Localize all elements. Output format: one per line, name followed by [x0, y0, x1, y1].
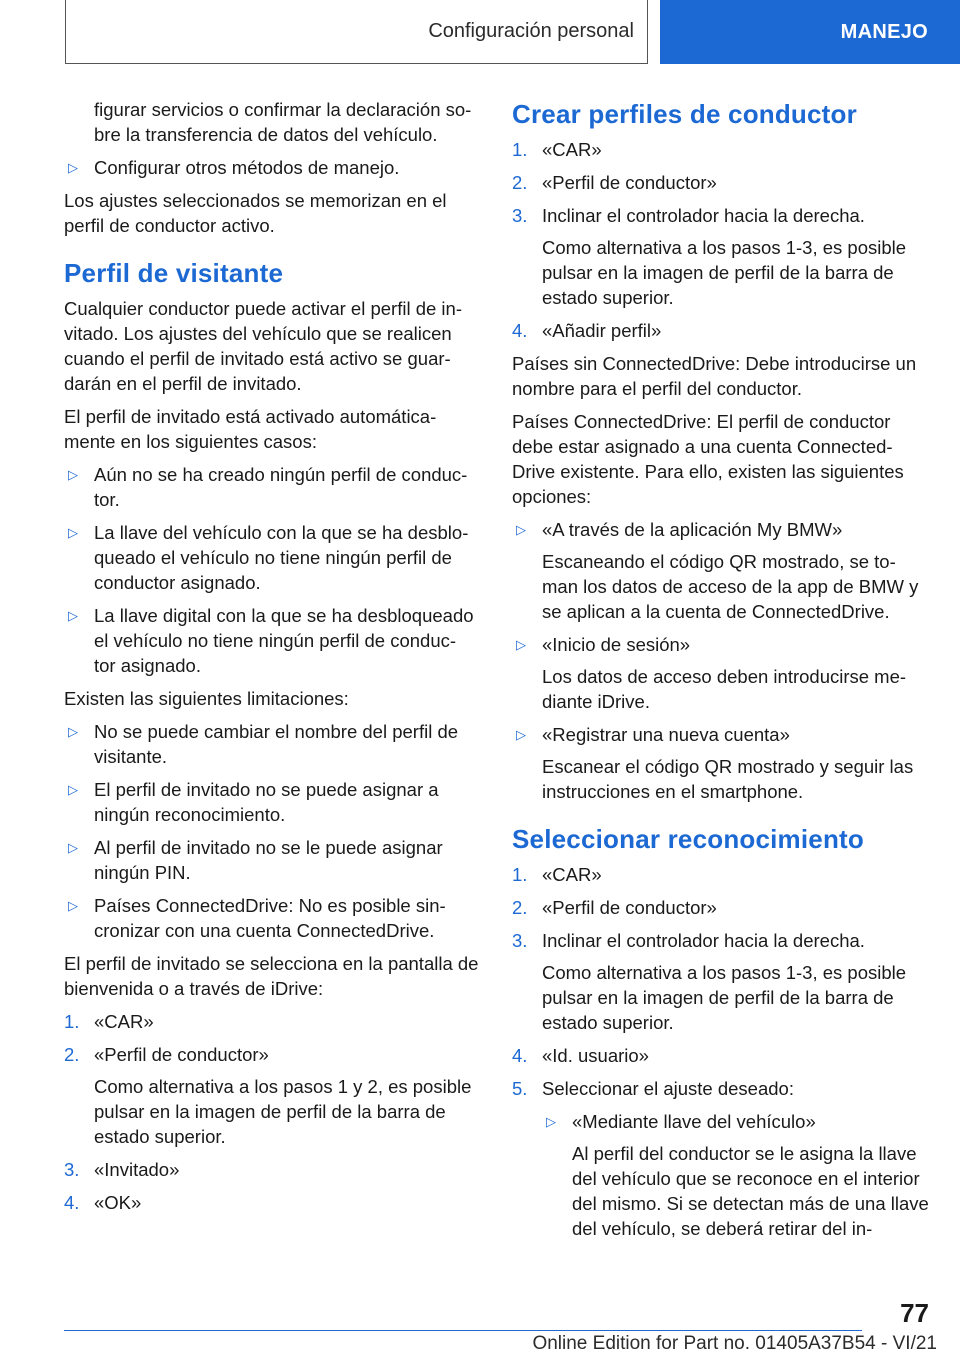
step-number: 4. — [512, 1045, 528, 1066]
paragraph: El perfil de invitado se selecciona en la pantalla de bienvenida o a través de iDrive: — [64, 953, 479, 999]
step-number: 4. — [512, 320, 528, 341]
step-note: Como alternativa a los pasos 1 y 2, es posible pulsar en la imagen de perfil de la barra de estado superior. — [94, 1076, 472, 1147]
step-number: 3. — [512, 205, 528, 226]
triangle-bullet-icon: ▷ — [68, 467, 78, 482]
triangle-bullet-icon: ▷ — [516, 727, 526, 742]
right-column — [512, 97, 932, 1257]
paragraph: Cualquier conductor puede activar el perfil de in‐ vitado. Los ajustes del vehículo que se realicen cuando el perfil de invitado está activo se guar‐ darán en el perfil de invitado. — [64, 298, 462, 394]
header-section-title — [65, 0, 648, 64]
step-item: 1. «CAR» — [64, 1011, 154, 1032]
triangle-bullet-icon: ▷ — [68, 898, 78, 913]
triangle-bullet-icon: ▷ — [68, 160, 78, 175]
triangle-bullet-icon: ▷ — [68, 525, 78, 540]
step-number: 3. — [512, 930, 528, 951]
list-item: ▷ Aún no se ha creado ningún perfil de conduc‐ tor. — [64, 462, 482, 512]
step-item — [512, 203, 932, 310]
step-item: 2. «Perfil de conductor» — [512, 172, 717, 193]
page-number: 77 — [900, 1298, 929, 1328]
step-item: 4. «Id. usuario» — [512, 1045, 649, 1066]
section-heading: Seleccionar reconocimiento — [512, 824, 864, 854]
triangle-bullet-icon: ▷ — [546, 1114, 556, 1129]
step-item: 2. «Perfil de conductor» — [512, 897, 717, 918]
step-number: 2. — [512, 172, 528, 193]
triangle-bullet-icon: ▷ — [68, 608, 78, 623]
nested-text: «Mediante llave del vehículo» — [572, 1111, 816, 1132]
option-item — [512, 722, 932, 804]
triangle-bullet-icon: ▷ — [516, 637, 526, 652]
nested-list-item — [542, 1109, 932, 1241]
list-item: ▷ Al perfil de invitado no se le puede asignar ningún PIN. — [64, 835, 482, 885]
nested-note: Al perfil del conductor se le asigna la llave del vehículo que se reconoce en el interior del mismo. Si se detectan más de una llave del vehículo, se deberá retirar del in‐ — [572, 1143, 929, 1239]
step-note: Como alternativa a los pasos 1‑3, es posible pulsar en la imagen de perfil de la barra de estado superior. — [542, 962, 907, 1033]
option-item — [512, 632, 932, 714]
section-heading: Crear perfiles de conductor — [512, 99, 857, 129]
step-item — [512, 928, 932, 1035]
option-note: Los datos de acceso deben introducirse me‐ diante iDrive. — [542, 666, 907, 712]
option-text: «Inicio de sesión» — [542, 634, 691, 655]
continued-paragraph: figurar servicios o confirmar la declaración so‐ bre la transferencia de datos del vehículo. — [94, 99, 472, 145]
left-column — [64, 97, 482, 1223]
list-item: ▷ El perfil de invitado no se puede asignar a ningún reconocimiento. — [64, 777, 482, 827]
option-item — [512, 517, 932, 624]
section-heading: Perfil de visitante — [64, 258, 284, 288]
option-note: Escaneando el código QR mostrado, se to‐ man los datos de acceso de la app de BMW y se aplican a la cuenta de ConnectedDrive. — [542, 551, 919, 622]
step-number: 4. — [64, 1192, 80, 1213]
list-item: ▷ Configurar otros métodos de manejo. — [64, 155, 482, 180]
step-item: 1. «CAR» — [512, 864, 602, 885]
step-text: «Perfil de conductor» — [94, 1044, 269, 1065]
step-item: 1. «CAR» — [512, 139, 602, 160]
step-number: 5. — [512, 1078, 528, 1099]
chapter-tab[interactable] — [660, 0, 960, 64]
step-number: 1. — [512, 139, 528, 160]
list-item: ▷ No se puede cambiar el nombre del perfil de visitante. — [64, 719, 482, 769]
step-number: 1. — [512, 864, 528, 885]
step-item — [512, 1076, 932, 1249]
paragraph: Los ajustes seleccionados se memorizan en el perfil de conductor activo. — [64, 190, 447, 236]
paragraph: Países ConnectedDrive: El perfil de conductor debe estar asignado a una cuenta Connected‐ Drive existente. Para ello, existen las siguientes opciones: — [512, 411, 904, 507]
step-note: Como alternativa a los pasos 1‑3, es posible pulsar en la imagen de perfil de la barra de estado superior. — [542, 237, 907, 308]
paragraph: El perfil de invitado está activado automática‐ mente en los siguientes casos: — [64, 406, 437, 452]
step-item: 4. «Añadir perfil» — [512, 320, 662, 341]
option-text: «Registrar una nueva cuenta» — [542, 724, 790, 745]
step-text: Inclinar el controlador hacia la derecha. — [542, 205, 865, 226]
triangle-bullet-icon: ▷ — [68, 782, 78, 797]
list-item: ▷ Países ConnectedDrive: No es posible sin‐ cronizar con una cuenta ConnectedDrive. — [64, 893, 482, 943]
edition-footer: Online Edition for Part no. 01405A37B54 - VI/21 — [532, 1333, 937, 1354]
chapter-tab-label: MANEJO — [840, 20, 928, 43]
step-text: Seleccionar el ajuste deseado: — [542, 1078, 794, 1099]
footer-divider — [64, 1330, 862, 1331]
triangle-bullet-icon: ▷ — [68, 724, 78, 739]
section-title: Configuración personal — [428, 20, 634, 42]
triangle-bullet-icon: ▷ — [68, 840, 78, 855]
paragraph: Existen las siguientes limitaciones: — [64, 688, 349, 709]
step-number: 1. — [64, 1011, 80, 1032]
option-text: «A través de la aplicación My BMW» — [542, 519, 843, 540]
step-number: 3. — [64, 1159, 80, 1180]
step-item: 4. «OK» — [64, 1192, 142, 1213]
step-text: Inclinar el controlador hacia la derecha. — [542, 930, 865, 951]
step-item — [64, 1042, 482, 1149]
option-note: Escanear el código QR mostrado y seguir las instrucciones en el smartphone. — [542, 756, 914, 802]
paragraph: Países sin ConnectedDrive: Debe introducirse un nombre para el perfil del conductor. — [512, 353, 917, 399]
list-item: ▷ La llave digital con la que se ha desbloqueado el vehículo no tiene ningún perfil de conduc‐ tor asignado. — [64, 603, 482, 678]
list-item: ▷ La llave del vehículo con la que se ha desblo‐ queado el vehículo no tiene ningún perfil de conductor asignado. — [64, 520, 482, 595]
triangle-bullet-icon: ▷ — [516, 522, 526, 537]
step-item: 3. «Invitado» — [64, 1159, 180, 1180]
step-number: 2. — [512, 897, 528, 918]
step-number: 2. — [64, 1044, 80, 1065]
